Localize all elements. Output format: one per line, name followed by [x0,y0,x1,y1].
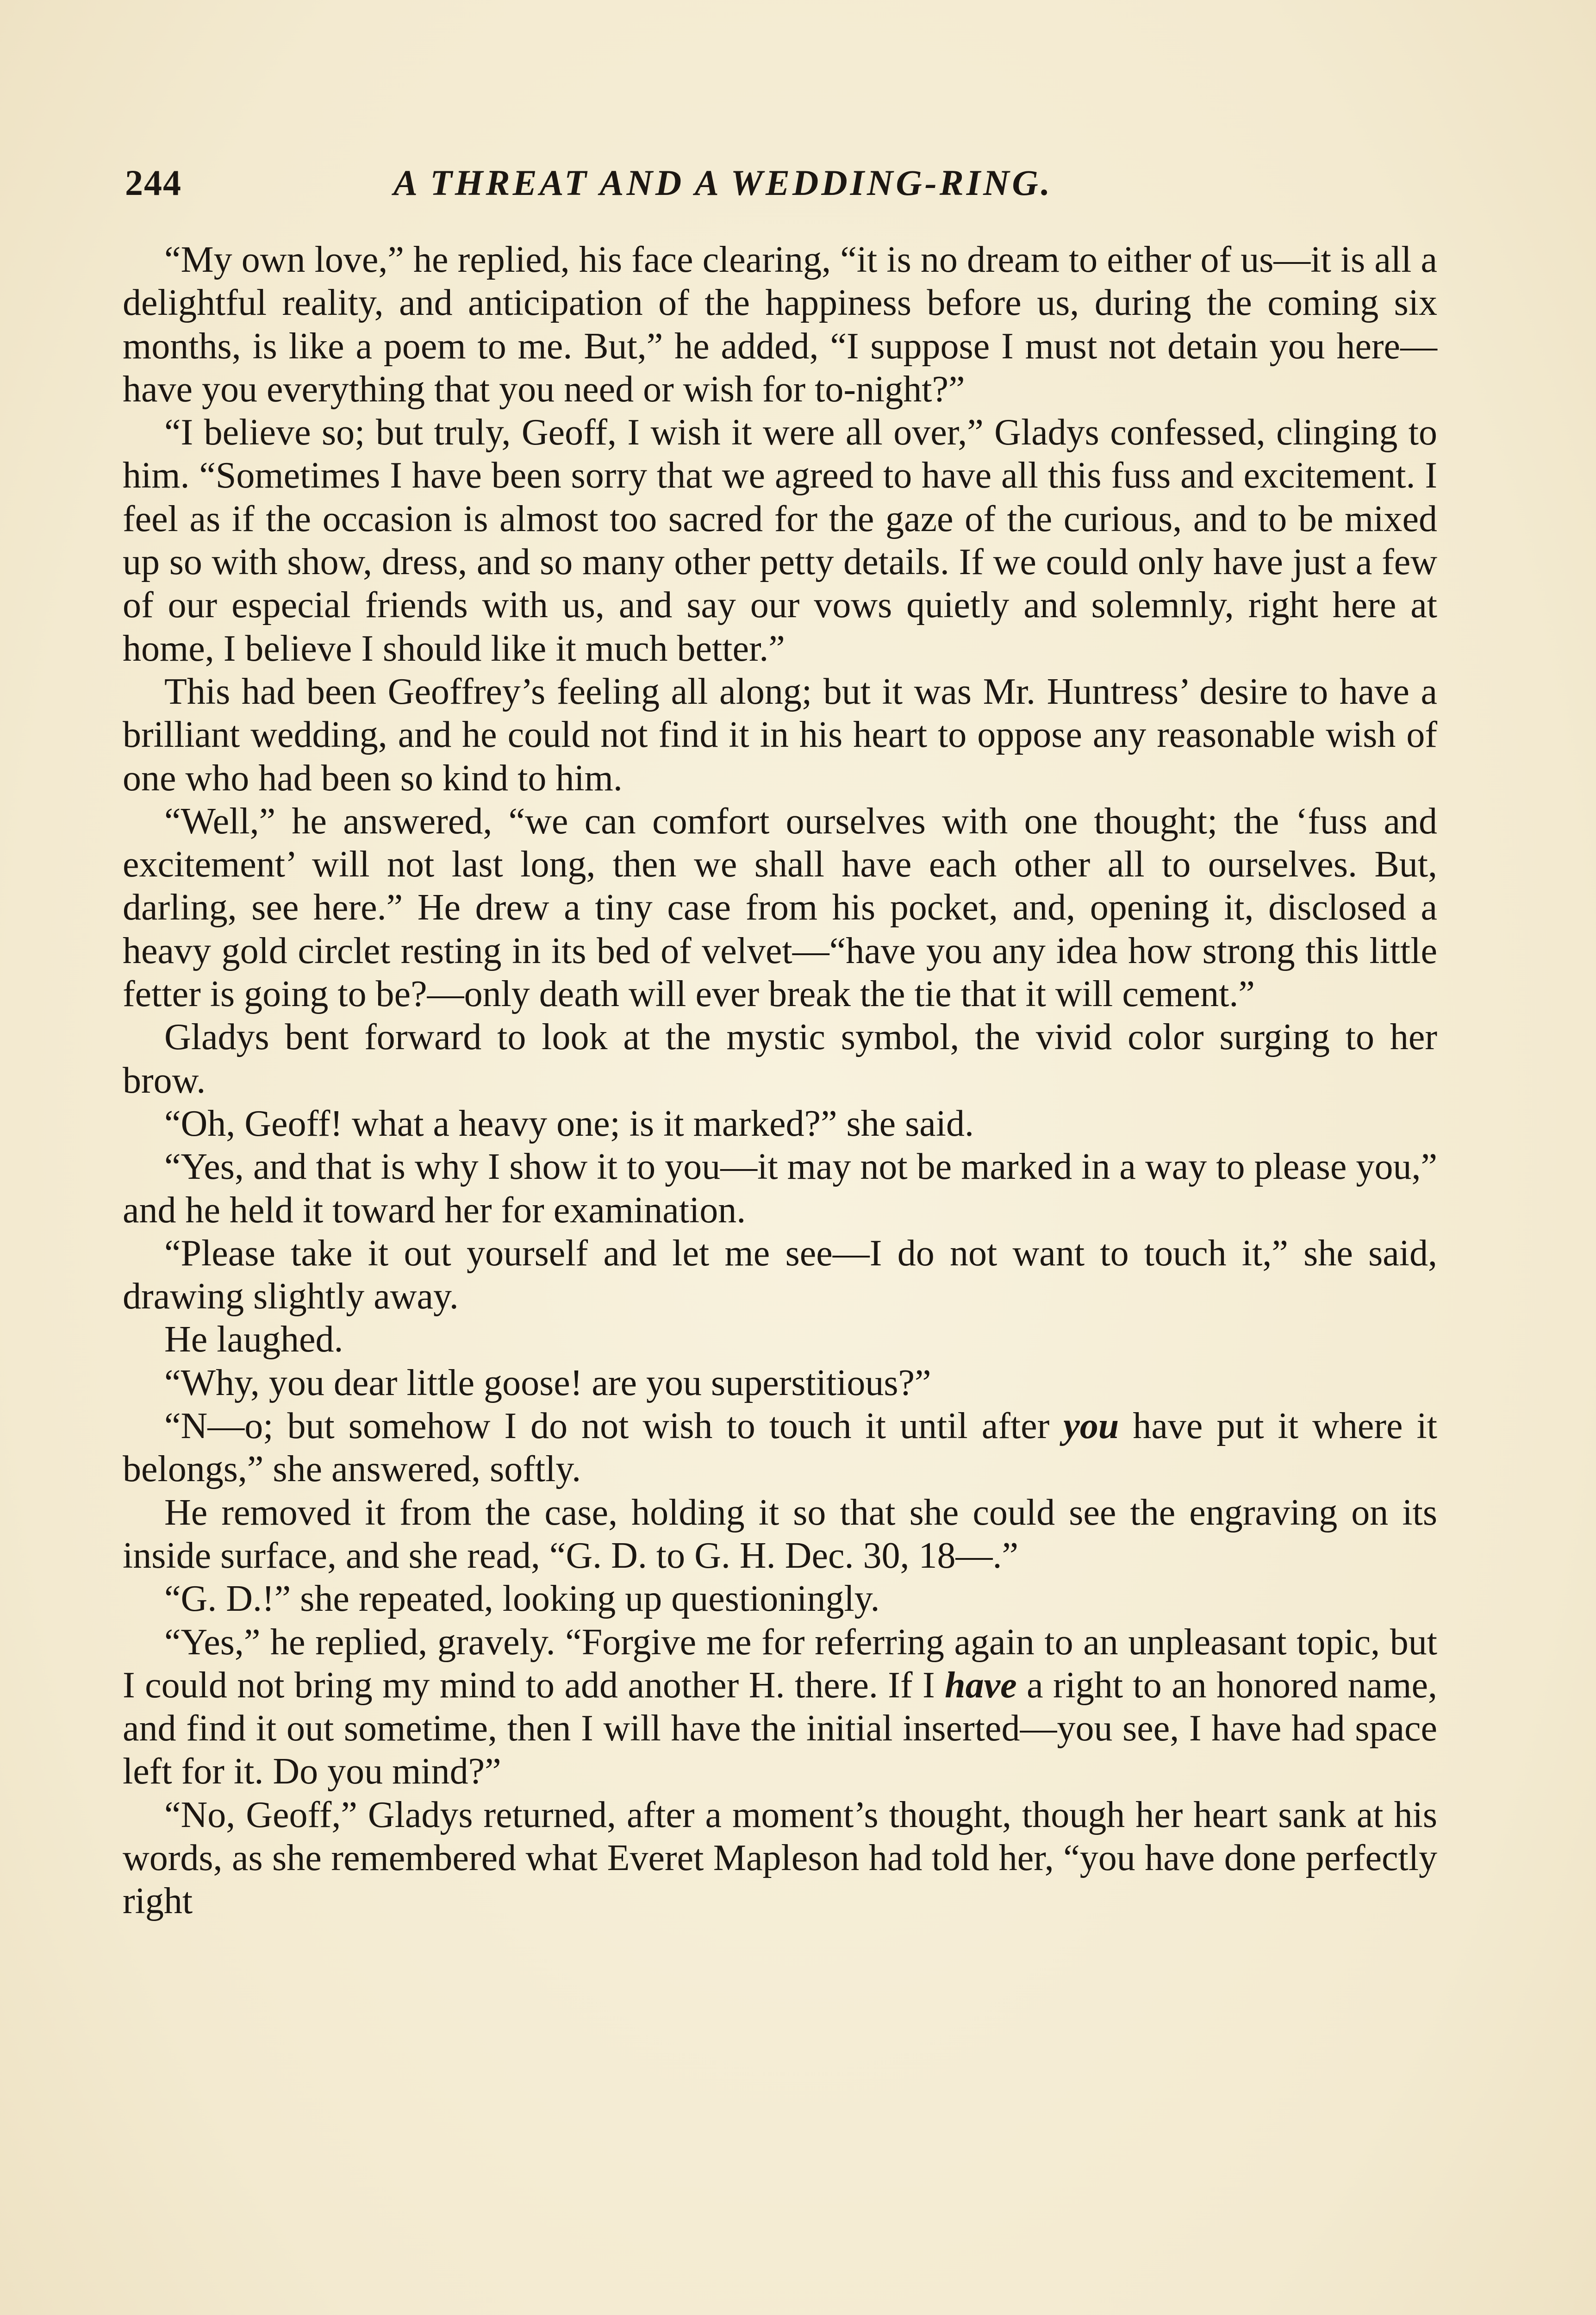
paragraph [123,1405,1437,1491]
paragraph-text: a right to an honored name, and find it out sometime, then I will have the initial inserted—you see, I have had space left for it. Do you mind?” [123,1664,1438,1792]
paragraph: “Why, you dear little goose! are you superstitious?” [164,1362,931,1403]
paragraph [123,1621,1437,1794]
body-text [123,238,1437,1923]
paragraph-text: have put it where it belongs,” she answered, softly. [123,1406,1437,1490]
running-title: A THREAT AND A WEDDING-RING. [393,163,1053,203]
paragraph: “My own love,” he replied, his face clearing, “it is no dream to either of us—it is all a delightful reality, and anticipation of the happiness before us, during the coming six months, is like a poem to me. But,” he added, “I suppose I must not detain you here—have you everything that you need or wish for to-night?” [123,239,1437,410]
paragraph: “Oh, Geoff! what a heavy one; is it marked?” she said. [164,1103,974,1144]
paragraph: Gladys bent forward to look at the mystic symbol, the vivid color surging to her brow. [123,1017,1437,1101]
paragraph: He laughed. [164,1319,343,1360]
paragraph: “Yes, and that is why I show it to you—it may not be marked in a way to please you,” and he held it toward her for examination. [123,1146,1437,1231]
page-number: 244 [125,163,182,203]
page-header [125,162,1440,213]
paragraph: “Well,” he answered, “we can comfort ourselves with one thought; the ‘fuss and excitement’ will not last long, then we shall have each other all to ourselves. But, darling, see here.” He drew a tiny case from his pocket, and, opening it, disclosed a heavy gold circlet resting in its bed of velvet—“have you any idea how strong this little fetter is going to be?—only death will ever break the tie that it will cement.” [123,801,1437,1015]
paragraph: “I believe so; but truly, Geoff, I wish it were all over,” Gladys confessed, clinging to him. “Sometimes I have been sorry that we agreed to have all this fuss and excitement. I feel as if the occasion is almost too sacred for the gaze of the curious, and to be mixed up so with show, dress, and so many other petty details. If we could only have just a few of our especial friends with us, and say our vows quietly and solemnly, right here at home, I believe I should like it much better.” [123,412,1437,669]
paragraph-text: “Yes,” he replied, gravely. “Forgive me for referring again to an unpleasant topic, but I could not bring my mind to add another H. there. If I [123,1621,1437,1706]
paragraph: “G. D.!” she repeated, looking up questioningly. [164,1578,880,1620]
paragraph: “Please take it out yourself and let me see—I do not want to touch it,” she said, drawing slightly away. [123,1233,1437,1317]
paragraph: This had been Geoffrey’s feeling all along; but it was Mr. Huntress’ desire to have a brilliant wedding, and he could not find it in his heart to oppose any reasonable wish of one who had been so kind to him. [123,671,1437,799]
emphasized-word: you [1063,1406,1119,1447]
paragraph: “No, Geoff,” Gladys returned, after a moment’s thought, though her heart sank at his words, as she remembered what Everet Mapleson had told her, “you have done perfectly right [123,1794,1437,1922]
paragraph-text: “N—o; but somehow I do not wish to touch it until after [164,1406,1064,1447]
emphasized-word: have [945,1664,1017,1706]
paragraph: He removed it from the case, holding it so that she could see the engraving on its inside surface, and she read, “G. D. to G. H. Dec. 30, 18—.” [123,1492,1437,1576]
